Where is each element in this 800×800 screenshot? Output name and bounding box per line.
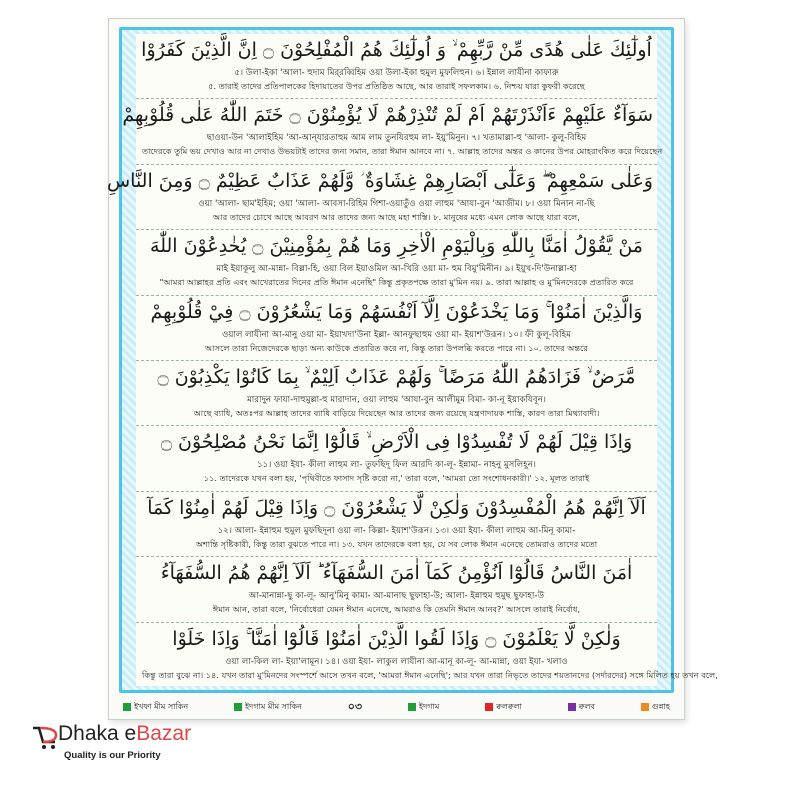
translation-text: ঈমান আন, তারা বলে, 'নির্বোধেরা যেমন ঈমান এনেছে, আমরাও কি তেমনি ঈমান আনব?' আসলে তারাই নির্বোধ, (212, 604, 581, 615)
legend-item (234, 701, 302, 714)
verse-block (136, 623, 718, 688)
legend-item (641, 701, 670, 714)
legend-label: ক্বলক্বলা (496, 701, 522, 711)
legend-swatch (485, 703, 493, 711)
arabic-text: وَلٰكِنْ لَّا يَعْلَمُوْنَ ۝ وَاِذَا لَقُوا الَّذِيْنَ اٰمَنُوْا قَالُوْٓا اٰمَنَّا ۚ وَاِذَا خَلَوْا (172, 627, 621, 650)
transliteration-text: ৫। উলা-ইকা 'আলা- হুদাম মির্‌রব্বিহিম ওয়া উলা-ইকা হুমুল মুফলিহুন। ৬। ইন্নাল লাযীনা কাফারু (234, 68, 559, 78)
translation-text: ৫. তারাই তাদের প্রতিপালকের হিদায়াতের উপর প্রতিষ্ঠিত আছে, আর তারাই সফলকাম। ৬. নিশ্চয় যারা কুফরী করেছে (208, 81, 585, 91)
translation-text: ১১. তাদেরকে যখন বলা হয়, 'পৃথিবীতে ফাসাদ সৃষ্টি করো না,' তারা বলে, 'আমরা তো সংশোধনকারী।' ১২. মূলত তারাই (203, 473, 590, 484)
legend-item (485, 701, 522, 714)
legend-swatch (408, 703, 416, 711)
verse-block (136, 34, 657, 99)
translation-text: অশান্তি সৃষ্টিকারী, কিন্তু তারা বুঝতে পারে না। ১৩. যখন তাদেরকে বলা হয়, যে সব লোক ঈমান এনেছে তোমরাও তাদের মতো (195, 538, 598, 549)
arabic-text: اُولٰٓئِكَ عَلٰى هُدًى مِّنْ رَّبِّهِمْ ۙ وَ اُولٰٓئِكَ هُمُ الْمُفْلِحُوْنَ ۝ اِنَّ الَّذِيْنَ كَفَرُوْا (141, 39, 652, 61)
legend-label: ইদগাম (418, 701, 440, 711)
verse-block (136, 492, 657, 557)
transliteration-text: ওয়াল লাযীনা আ-মানু ওয়া মা- ইয়াখদা'উনা ইল্লা- আনফুছাহুম ওয়া মা- ইয়াশ'উরূন। ১০। ফী কুলূ-বিহিম (222, 329, 571, 340)
legend-item (123, 701, 188, 714)
arabic-text: وَعَلٰى سَمْعِهِمْ ۖ وَعَلٰٓى اَبْصَارِهِمْ غِشَاوَةٌ ؗ وَّلَهُمْ عَذَابٌ عَظِيْمٌ ۝ وَمِنَ النَّاسِ (106, 169, 653, 192)
verse-block (136, 557, 657, 622)
legend-item (408, 701, 439, 714)
mushaf-page (106, 18, 718, 720)
cart-logo-icon (30, 722, 60, 752)
legend-label: ইখফা মীম সাকিন (134, 701, 189, 711)
verse-block (136, 296, 657, 361)
arabic-text: اَلَآ اِنَّهُمْ هُمُ الْمُفْسِدُوْنَ وَلٰكِنْ لَّا يَشْعُرُوْنَ ۝ وَاِذَا قِيْلَ لَهُمْ اٰمِنُوْا كَمَآ (147, 496, 646, 519)
transliteration-text: আ-মানান্না-ছু কা-লূ- আনু'মিনু কামা- আ-মানাছ ছুফাহা-উ; আলা- ইন্নাহুম হুমুছ ছুফাহা-উ (248, 591, 545, 602)
verse-block (122, 99, 663, 164)
translation-text: তাদেরকে তুমি ভয় দেখাও আর না দেখাও উভয়টাই তাদের জন্য সমান, তারা ঈমান আনবে না। ৭. আল্লাহ তাদের অন্তর ও কানের উপর মোহরাংকিত করে দিয়েছেন (142, 146, 663, 157)
legend-label: গুন্নাহ (651, 701, 670, 711)
page-number: ০৩ (347, 699, 363, 713)
verse-block (136, 426, 657, 491)
brand-tagline: Quality is our Priority (64, 750, 161, 761)
decorative-border (106, 27, 718, 693)
brand-name-part1: Dhaka e (58, 722, 137, 745)
transliteration-text: মারাদুন ফাযা-দাহুমুল্লা-হু মারাদান, ওয়া লাহুম 'আযা-বুন আলীমুম বিমা- কা-নূ ইয়াকযিবূন। (247, 395, 546, 405)
transliteration-text: ওয়া 'আলা- ছাম'ইহিম; ওয়া 'আলা- আবসা-রিহিম গিশা-ওয়াতুঁও ওয়া লাহুম 'আযা-বুন 'আজীম। ৮। ওয়া মিনান না-ছি (198, 198, 595, 209)
verse-block (136, 361, 657, 426)
translation-text: আর তাদের চোখে আছে আবরণ আর তাদের জন্য আছে মহা শাস্তি। ৮. মানুষের মধ্যে এমন লোক আছে যারা বলে, (213, 211, 580, 222)
verse-block (106, 165, 657, 230)
brand-name-part2: Bazar (136, 722, 192, 745)
arabic-text: اٰمَنَ النَّاسُ قَالُوْٓا اَنُؤْمِنُ كَمَآ اٰمَنَ السُّفَهَآءُ ؕ اَلَآ اِنَّهُمْ هُمُ السُّفَهَآءُ (160, 562, 633, 585)
legend-swatch (568, 703, 576, 711)
verse-area (106, 34, 718, 686)
transliteration-text: ছাওয়া-উন 'আলাইহিম 'আ-আন্‌যারতাহুম আম লাম তুনযিরহুম লা- ইয়ু'মিনুন। ৭। খতামাল্লা-হু 'আলা- কুলু-বিহিম (206, 133, 587, 144)
translation-text: আসলে তারা নিজেদেরকে ছাড়া অন্য কাউকে প্রতারিত করে না, কিন্তু তারা উপলব্ধি করতে পারে না। ১০. তাদের অন্তরে (205, 342, 588, 353)
transliteration-text: ওয়া লা-কিল লা- ইয়া'লামূন। ১৪। ওয়া ইযা- লাকুল লাযীনা আ-মানূ কা-লূ- আ-মান্না, ওয়া ইযা- খলাও (225, 656, 568, 667)
arabic-text: مَّرَضٌ ۙ فَزَادَهُمُ اللّٰهُ مَرَضًا ۚ وَلَهُمْ عَذَابٌ اَلِيْمٌ ۙ بِمَا كَانُوْا يَكْذِبُوْنَ ۝ (157, 366, 636, 388)
tajweed-legend (123, 699, 670, 715)
legend-swatch (641, 703, 649, 711)
transliteration-text: ১১। ওয়া ইযা- কীলা লাহুম লা- তুফছিদূ ফিল আরদি কা-লূ- ইন্নামা- নাহনু মুসলিহূন। (257, 460, 536, 471)
brand-name (58, 722, 191, 746)
transliteration-text: মাই ইয়াকূলু আ-মান্না- বিল্লা-হি, ওয়া বিল ইয়াওমিল আ-খিরি ওয়া মা- হুম বিমু'মিনীন। ৯। ইয়ুখ-দি'উনাল্লা-হা (216, 264, 577, 275)
legend-item (568, 701, 595, 714)
arabic-text: سَوَآءٌ عَلَيْهِمْ ءَاَنْذَرْتَهُمْ اَمْ لَمْ تُنْذِرْهُمْ لَا يُؤْمِنُوْنَ ۝ خَتَمَ اللّٰهُ عَلٰى قُلُوْبِهِمْ (122, 104, 653, 127)
legend-swatch (234, 703, 242, 711)
arabic-text: مَنْ يَّقُوْلُ اٰمَنَّا بِاللّٰهِ وَبِالْيَوْمِ الْاٰخِرِ وَمَا هُمْ بِمُؤْمِنِيْنَ ۝ يُخٰدِعُوْنَ اللّٰهَ (150, 235, 643, 258)
legend-label: ক্বলব (578, 701, 595, 711)
translation-text: "আমরা আল্লাহর প্রতি এবং আখেরাতের দিনের প্রতি ঈমান এনেছি" কিন্তু প্রকৃতপক্ষে তারা মু'মিন নয়। ৯. তারা আল্লাহ ও মু'মিনদেরকে প্রতারিত করে (159, 277, 634, 288)
verse-block (136, 230, 657, 295)
transliteration-text: ১২। আলা- ইন্নাহুম হুমুল মুফছিদূনা ওয়া লা- কিল্লা- ইয়াশ'উরূন। ১৩। ওয়া ইযা- কীলা লাহুম আ-মিনূ কামা- (217, 525, 576, 536)
legend-swatch (123, 703, 131, 711)
arabic-text: وَاِذَا قِيْلَ لَهُمْ لَا تُفْسِدُوْا فِى الْاَرْضِ ۙ قَالُوْٓا اِنَّمَا نَحْنُ مُصْلِحُوْنَ ۝ (160, 431, 633, 454)
brand-logo[interactable] (30, 720, 200, 766)
legend-label: ইদগাম মীম সাকিন (244, 701, 302, 711)
translation-text: কিন্তু তারা বুঝে না। ১৪. যখন তারা মু'মিনদের সংস্পর্শে আসে তখন বলে, 'আমরা ঈমান এনেছি'; আর যখন তারা নিভৃতে তাদের শয়তানদের (সর্দারদের) সঙ্গে মিলিত হয় তখন বলে, (142, 669, 718, 680)
translation-text: আছে ব্যাধি, অতঃপর আল্লাহ তাদের ব্যাধি বাড়িয়ে দিয়েছেন আর তাদের জন্য রয়েছে যন্ত্রণাদায়ক শাস্তি, কারণ তারা মিথ্যাবাদী। (193, 408, 600, 418)
arabic-text: وَالَّذِيْنَ اٰمَنُوْا ۚ وَمَا يَخْدَعُوْنَ اِلَّآ اَنْفُسَهُمْ وَمَا يَشْعُرُوْنَ ۝ فِيْ قُلُوْبِهِمْ (150, 300, 643, 323)
